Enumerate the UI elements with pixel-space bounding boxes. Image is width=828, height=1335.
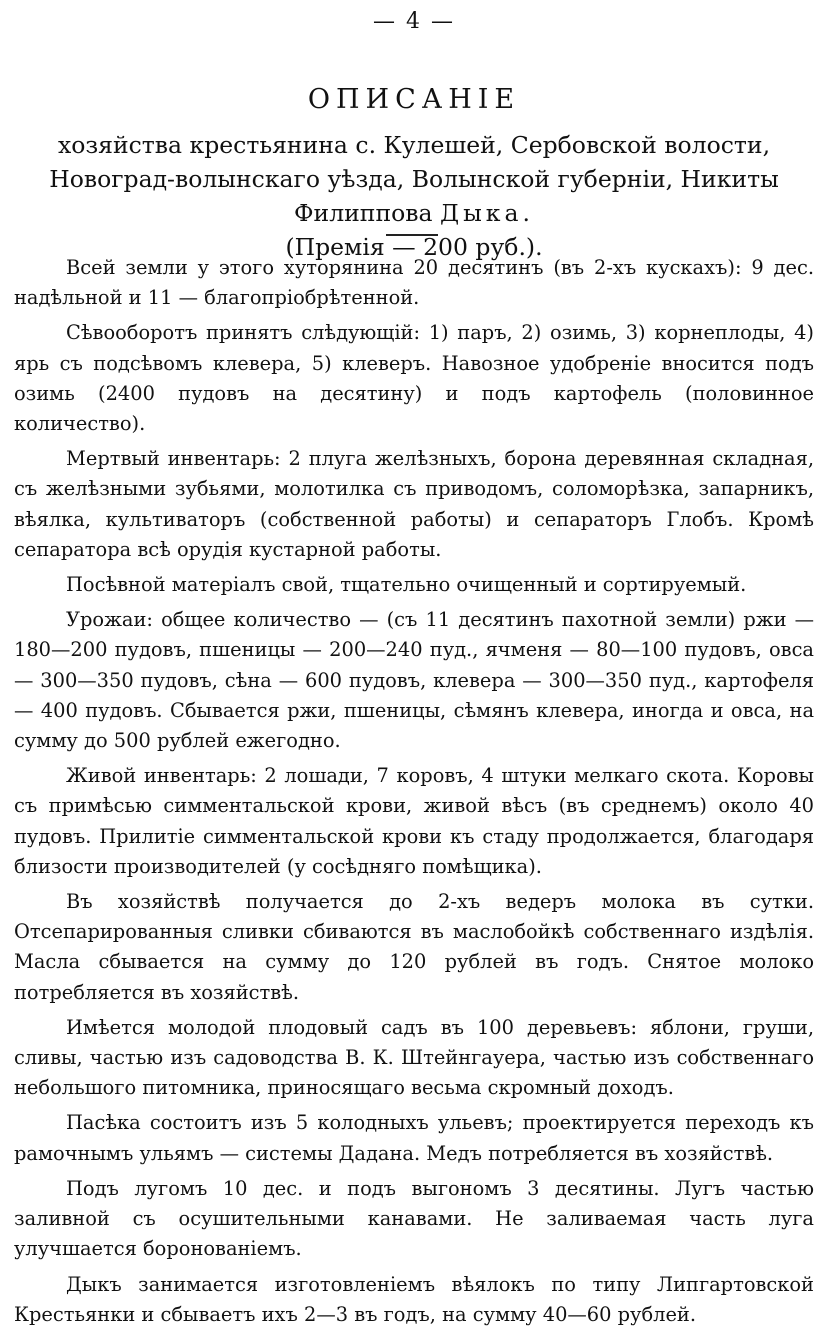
paragraph-equipment: Мертвый инвентарь: 2 плуга желѣзныхъ, борона деревянная складная, съ желѣзными зубьями, молотилка съ приводомъ, соломорѣзка, запарникъ, вѣялка, культиваторъ (собственной работы) и сепараторъ Глобъ. Кромѣ сепаратора всѣ орудія кустарной работы. [14, 447, 814, 561]
document-title: ОПИСАНІЕ [307, 84, 521, 115]
paragraph-seed: Посѣвной матеріалъ свой, тщательно очищенный и сортируемый. [66, 573, 747, 597]
paragraph-orchard: Имѣется молодой плодовый садъ въ 100 деревьевъ: яблони, груши, сливы, частью изъ садоводства В. К. Штейнгауера, частью изъ собственнаго небольшого питомника, приносящаго весьма скромный доходъ. [14, 1015, 814, 1100]
paragraph-crafts: Дыкъ занимается изготовленіемъ вѣялокъ по типу Липгартовской Крестьянки и сбываетъ ихъ 2—3 въ годъ, на сумму 40—60 рублей. [14, 1272, 814, 1326]
title-divider [386, 234, 438, 236]
subtitle-text: хозяйства крестьянина с. Кулешей, Сербовской волости, Новоград-волынскаго уѣзда, Волынской губерніи, Никиты Филиппова [49, 131, 779, 227]
paragraph-meadow: Подъ лугомъ 10 дес. и подъ выгономъ 3 десятины. Лугъ частью заливной съ осушительными канавами. Не заливаемая часть луга улучшается боронованіемъ. [14, 1176, 814, 1261]
paragraph-livestock: Живой инвентарь: 2 лошади, 7 коровъ, 4 штуки мелкаго скота. Коровы съ примѣсью симментальской крови, живой вѣсъ (въ среднемъ) около 40 пудовъ. Прилитіе симментальской крови къ стаду продолжается, благодаря близости производителей (у сосѣдняго помѣщика). [14, 764, 814, 878]
page-number: — 4 — [373, 9, 455, 34]
paragraph-crop-rotation: Сѣвооборотъ принятъ слѣдующій: 1) паръ, 2) озимь, 3) корнеплоды, 4) ярь съ подсѣвомъ клевера, 5) клеверъ. Навозное удобреніе вносится подъ озимь (2400 пудовъ на десятину) и подъ картофель (половинное количество). [14, 321, 814, 436]
document-subtitle [14, 128, 814, 264]
paragraph-land: Всей земли у этого хуторянина 20 десятинъ (въ 2-хъ кускахъ): 9 дес. надѣльной и 11 — благопріобрѣтенной. [14, 256, 814, 310]
paragraph-apiary: Пасѣка состоитъ изъ 5 колодныхъ ульевъ; проектируется переходъ къ рамочнымъ ульямъ — системы Дадана. Медъ потребляется въ хозяйствѣ. [14, 1111, 814, 1165]
paragraph-dairy: Въ хозяйствѣ получается до 2-хъ ведеръ молока въ сутки. Отсепарированныя сливки сбиваются въ маслобойкѣ собственнаго издѣлія. Масла сбывается на сумму до 120 рублей въ годъ. Снятое молоко потребляется въ хозяйствѣ. [14, 890, 814, 1004]
paragraph-harvests: Урожаи: общее количество — (съ 11 десятинъ пахотной земли) ржи — 180—200 пудовъ, пшеницы — 200—240 пуд., ячменя — 80—100 пудовъ, овса — 300—350 пудовъ, сѣна — 600 пудовъ, клевера — 300—350 пуд., картофеля — 400 пудовъ. Сбывается ржи, пшеницы, сѣмянъ клевера, иногда и овса, на сумму до 500 рублей ежегодно. [14, 608, 814, 753]
prize-line: (Премія — 200 руб.). [285, 233, 543, 261]
subtitle-surname: Дыка. [439, 199, 534, 227]
document-body [14, 253, 814, 1335]
